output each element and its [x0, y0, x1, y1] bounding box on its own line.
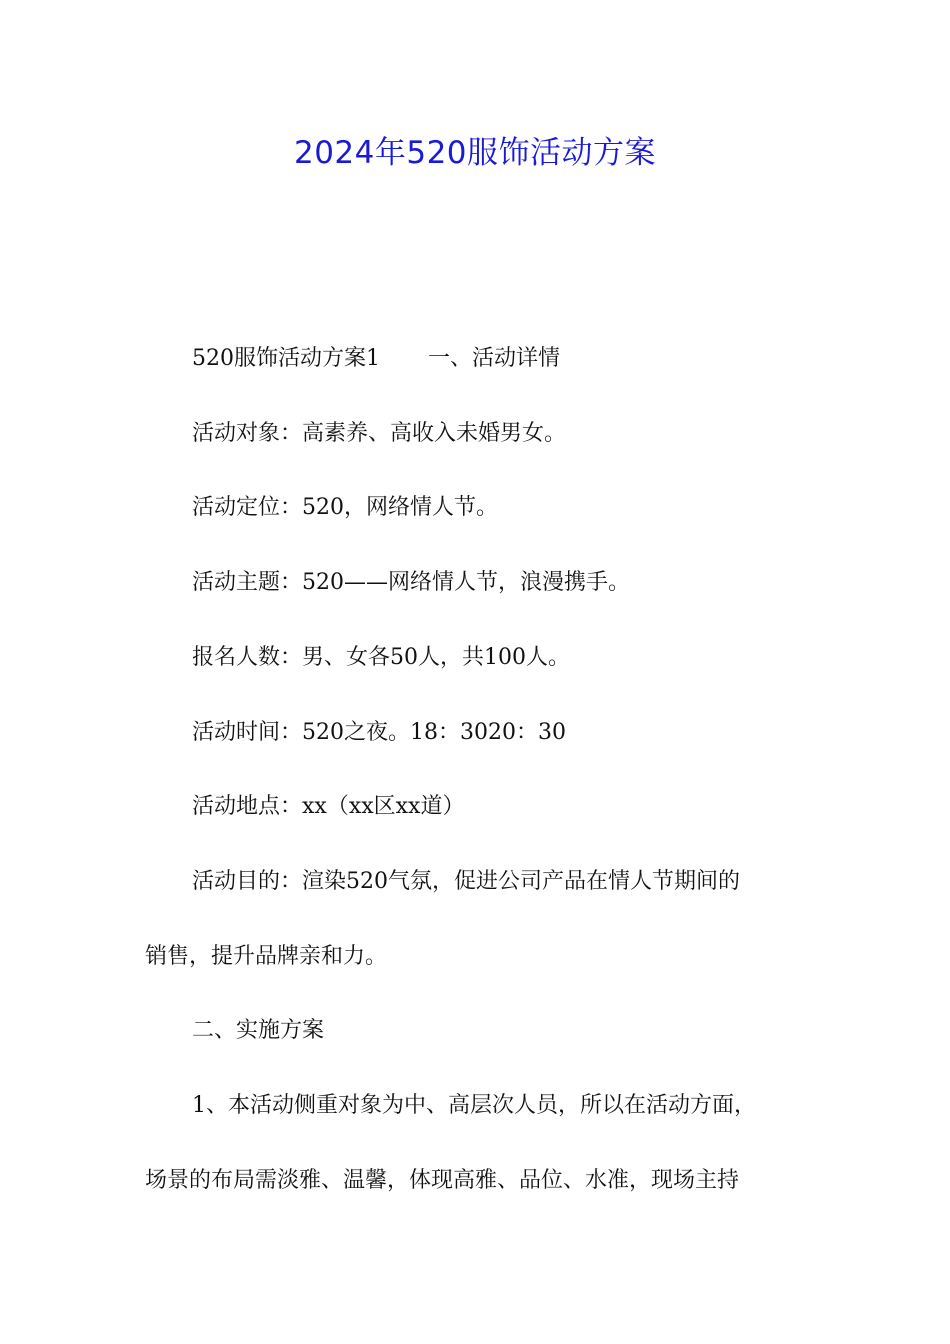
paragraph-line: 二、实施方案 [192, 1018, 325, 1043]
paragraph-line: 活动目的：渲染520气氛，促进公司产品在情人节期间的 [192, 869, 740, 894]
paragraph-line: 场景的布局需淡雅、温馨，体现高雅、品位、水准，现场主持 [145, 1168, 740, 1193]
paragraph-line: 活动时间：520之夜。18：3020：30 [192, 720, 566, 745]
document-title: 2024年520服饰活动方案 [293, 135, 657, 171]
paragraph-line: 销售，提升品牌亲和力。 [145, 944, 388, 969]
paragraph-line: 活动主题：520——网络情人节，浪漫携手。 [192, 570, 630, 595]
section-heading: 520服饰活动方案1 [192, 346, 380, 371]
paragraph-line: 1、本活动侧重对象为中、高层次人员，所以在活动方面， [192, 1093, 756, 1118]
subsection-heading: 一、活动详情 [428, 346, 561, 371]
paragraph-line [145, 344, 810, 374]
paragraph-line: 活动对象：高素养、高收入未婚男女。 [192, 421, 567, 446]
paragraph-line: 报名人数：男、女各50人，共100人。 [192, 645, 570, 670]
paragraph-line: 活动定位：520，网络情人节。 [192, 495, 498, 520]
paragraph-line: 活动地点：xx（xx区xx道） [192, 794, 465, 819]
